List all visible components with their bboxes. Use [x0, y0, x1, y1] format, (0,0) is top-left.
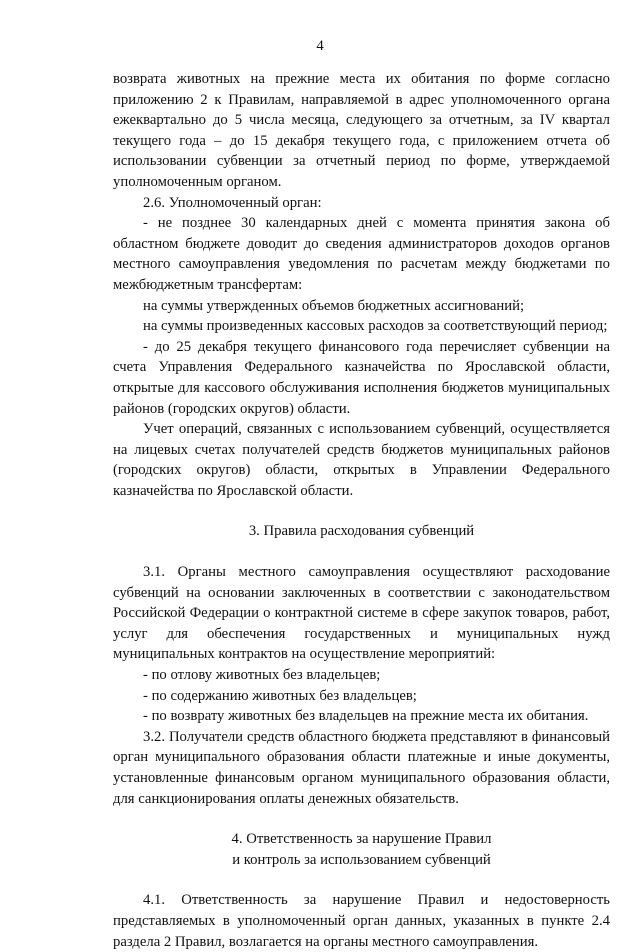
spacer — [113, 542, 610, 562]
paragraph-accounting: Учет операций, связанных с использованием субвенций, осуществляется на лицевых счетах получателей средств бюджетов муниципальных районов (городских округов) области, открытых в Управлении Федерального казначейства по Ярославской области. — [113, 421, 610, 499]
paragraph-approved-allocations: на суммы утвержденных объемов бюджетных ассигнований; — [143, 297, 525, 314]
spacer — [113, 501, 610, 521]
paragraph-2-6-heading: 2.6. Уполномоченный орган: — [143, 194, 322, 211]
list-item-return: - по возврату животных без владельцев на прежние места их обитания. — [143, 708, 589, 725]
page-number: 4 — [316, 38, 324, 54]
spacer — [113, 870, 610, 890]
paragraph-notification-deadline: - не позднее 30 календарных дней с момента принятия закона об областном бюджете доводит до сведения администраторов доходов органов местного самоуправления уведомления по расчетам между бюджетами по межбюджетным трансфертам: — [113, 215, 610, 293]
list-item-capture: - по отлову животных без владельцев; — [143, 667, 381, 684]
section-4-heading-line2: и контроль за использованием субвенций — [232, 851, 491, 868]
paragraph-report-form: возврата животных на прежние места их обитания по форме согласно приложению 2 к Правилам, направляемой в адрес уполномоченного органа ежеквартально до 5 числа месяца, следующего за отчетным, за IV квартал текущего года – до 15 декабря текущего года, с приложением отчета об использовании субвенции за отчетный период по форме, утверждаемой уполномоченным органом. — [113, 71, 610, 190]
list-item-keeping: - по содержанию животных без владельцев; — [143, 687, 417, 704]
document-body — [113, 69, 610, 952]
section-3-heading: 3. Правила расходования субвенций — [248, 523, 475, 540]
paragraph-cash-expenses: на суммы произведенных кассовых расходов за соответствующий период; — [143, 318, 608, 335]
spacer — [113, 809, 610, 829]
paragraph-3-2: 3.2. Получатели средств областного бюджета представляют в финансовый орган муниципального образования области платежные и иные документы, установленные финансовым органом муниципального образования области, для санкционирования оплаты денежных обязательств. — [113, 728, 610, 807]
paragraph-4-1: 4.1. Ответственность за нарушение Правил и недостоверность представляемых в уполномоченный орган данных, указанных в пункте 2.4 раздела 2 Правил, возлагается на органы местного самоуправления. — [113, 892, 610, 950]
section-4-heading-line1: 4. Ответственность за нарушение Правил — [231, 831, 492, 848]
paragraph-transfer-deadline: - до 25 декабря текущего финансового года перечисляет субвенции на счета Управления Федерального казначейства по Ярославской области, открытые для кассового обслуживания исполнения бюджетов муниципальных районов (городских округов) области. — [113, 338, 610, 417]
paragraph-3-1: 3.1. Органы местного самоуправления осуществляют расходование субвенций на основании заключенных в соответствии с законодательством Российской Федерации о контрактной системе в сфере закупок товаров, работ, услуг для обеспечения государственных и муниципальных нужд муниципальных контрактов на осуществление мероприятий: — [113, 564, 610, 663]
